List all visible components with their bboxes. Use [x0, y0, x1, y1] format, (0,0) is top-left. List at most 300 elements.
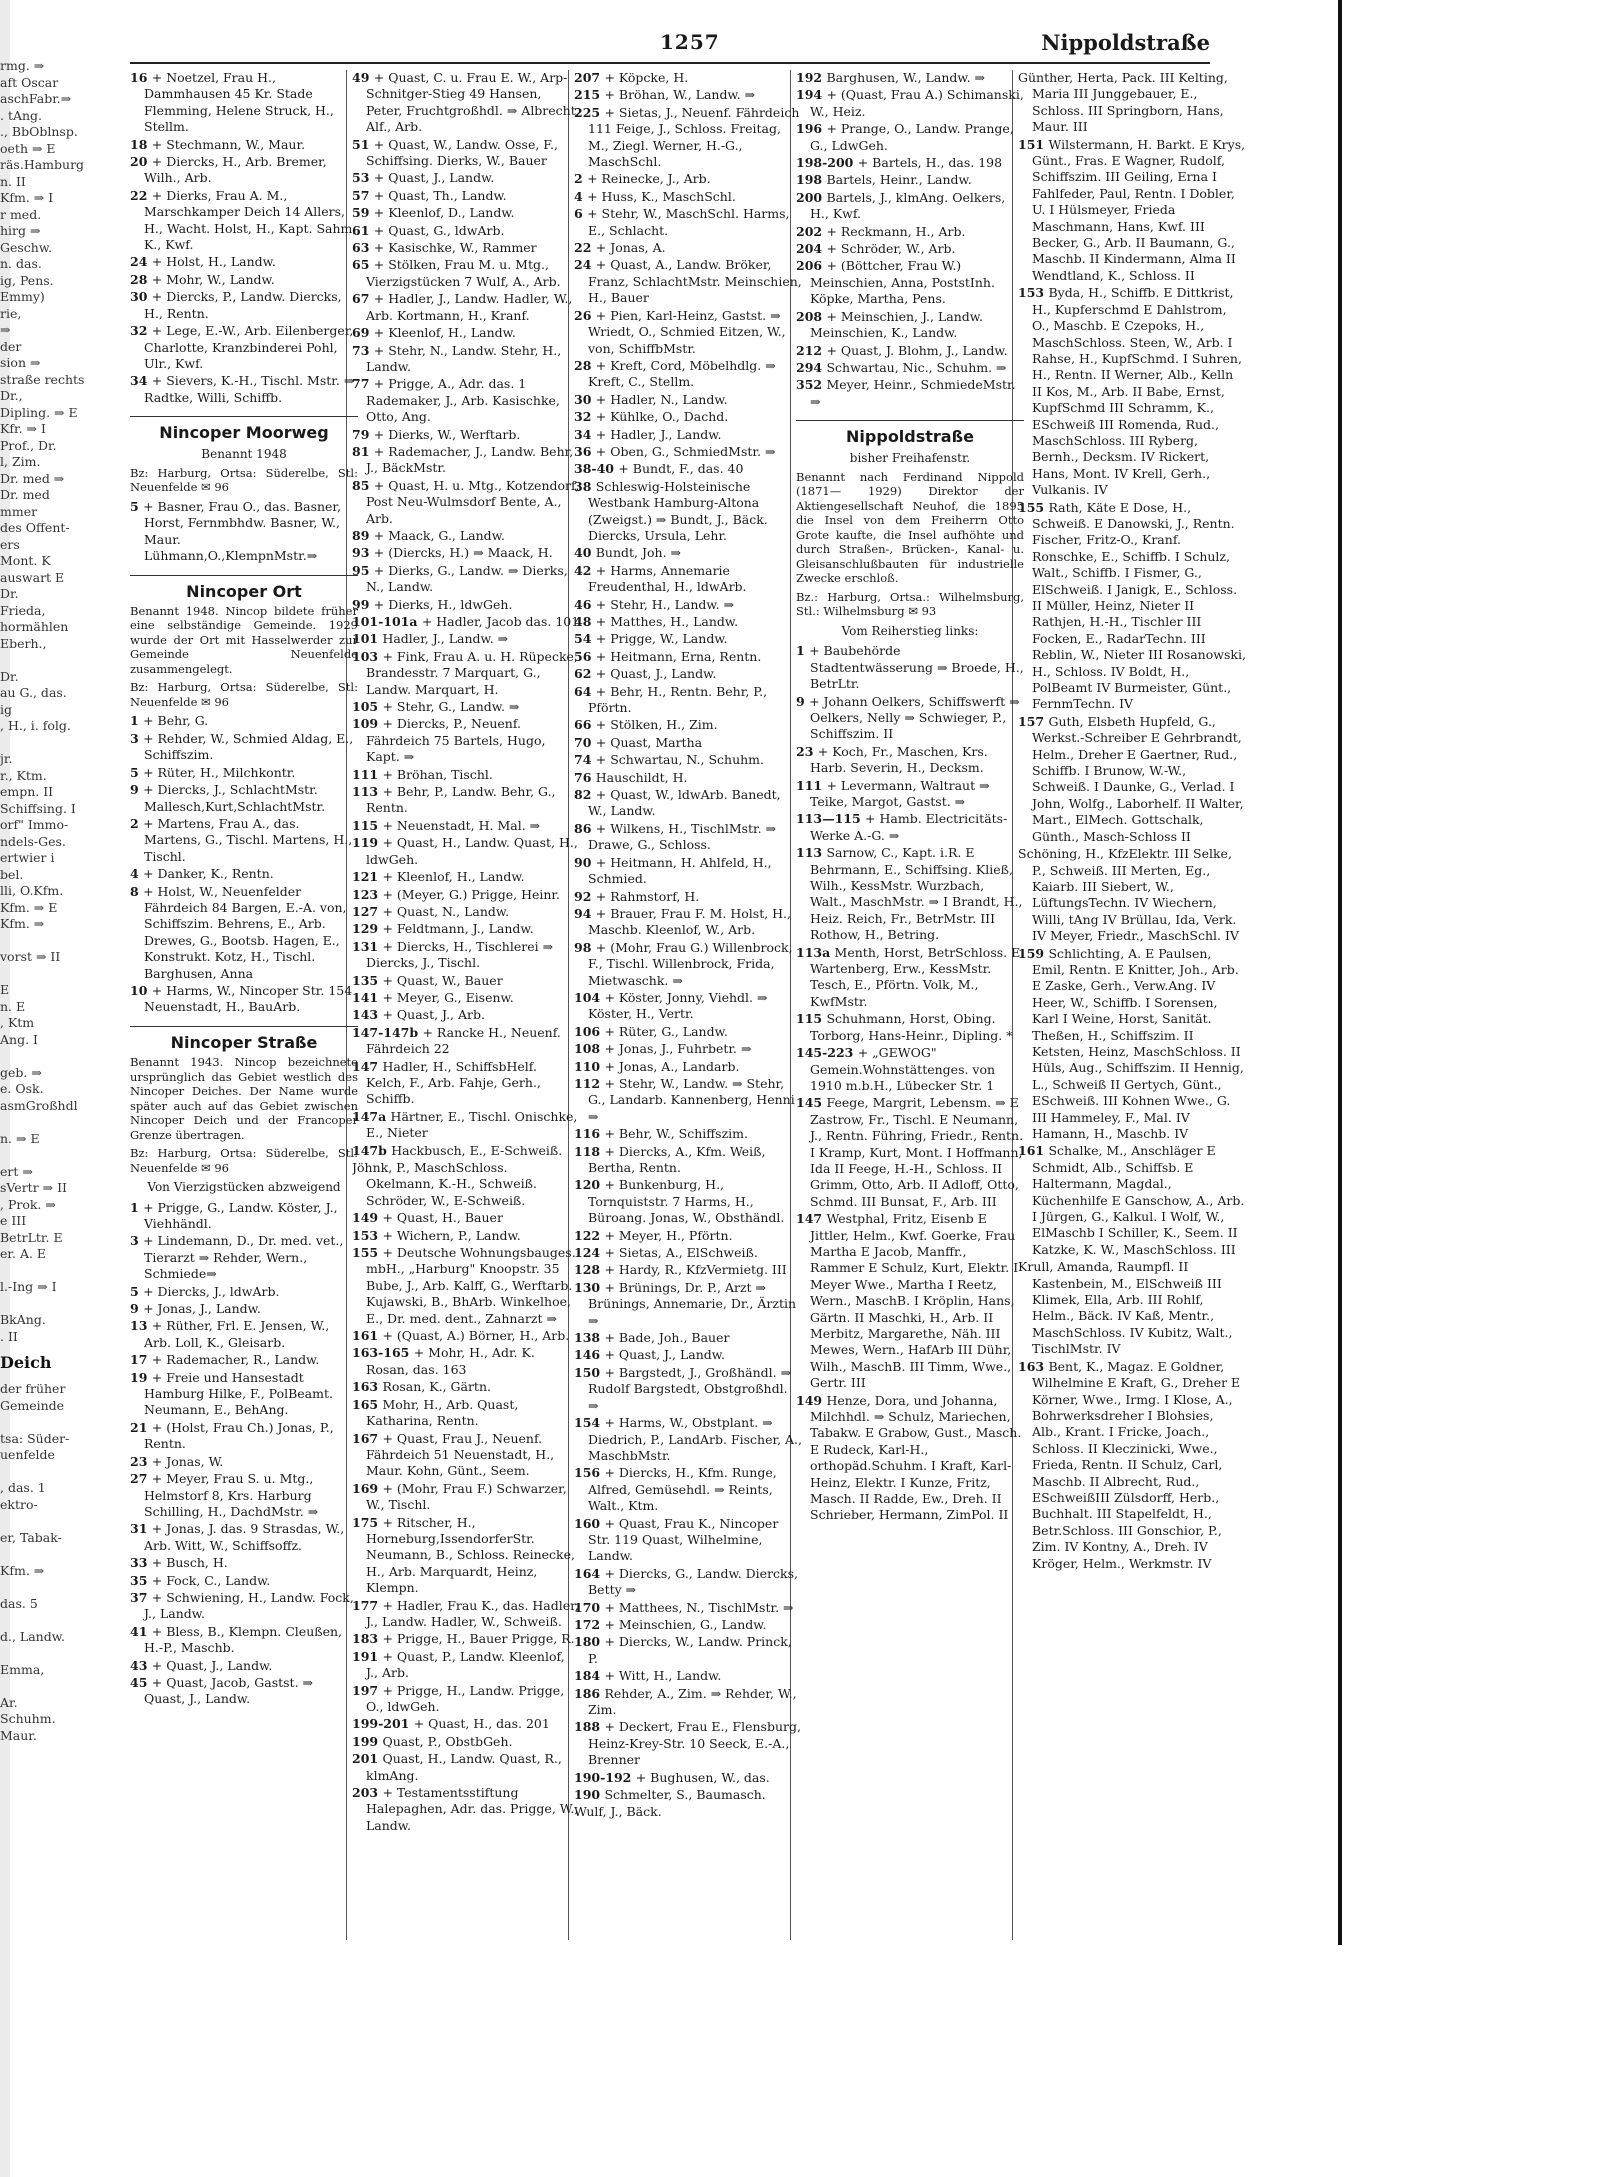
- directory-entry: [352, 597, 580, 613]
- fragment-line: Kfm. ⇒: [0, 1562, 45, 1578]
- entry-text: + Stehr, H., Landw. ⇒: [595, 596, 735, 612]
- page-edge: [1338, 0, 1342, 1945]
- directory-entry: [574, 649, 802, 665]
- entry-text: + Quast, C. u. Frau E. W., Arp-Schnitger-Stieg 49 Hansen, Peter, Fruchtgroßhdl. ⇒ Albrecht, Alf., Arb.: [366, 70, 580, 135]
- directory-entry: [130, 154, 358, 187]
- house-number: 155: [352, 1245, 383, 1261]
- house-number: 163-165: [352, 1345, 414, 1361]
- fragment-line: aschFabr.⇒: [0, 91, 72, 106]
- house-number: 157: [1018, 713, 1049, 729]
- entry-text: + Rahmstorf, H.: [595, 888, 700, 904]
- house-number: 101-101a: [352, 614, 422, 629]
- fragment-line: [0, 1414, 118, 1431]
- entry-text: + Dierks, G., Landw. ⇒ Dierks, N., Landw.: [366, 562, 568, 595]
- house-number: 4: [130, 866, 144, 882]
- entry-text: + Matthes, H., Landw.: [595, 614, 739, 629]
- fragment-line: Mont. K: [0, 553, 51, 568]
- directory-entry: [352, 291, 580, 324]
- entry-text: + (Quast, Frau A.) Schimanski, W., Heiz.: [810, 87, 1024, 119]
- house-number: 93: [352, 545, 374, 561]
- house-number: 53: [352, 170, 374, 186]
- directory-entry: [352, 545, 580, 561]
- entry-text: + Levermann, Waltraut ⇒ Teike, Margot, Gastst. ⇒: [810, 777, 990, 809]
- directory-column-5: [1018, 70, 1246, 1573]
- directory-entry: [352, 376, 580, 425]
- house-number: 10: [130, 982, 152, 998]
- fragment-line: , Ktm: [0, 1015, 35, 1030]
- fragment-line: vorst ⇒ II: [0, 949, 61, 964]
- directory-entry: [574, 1228, 802, 1244]
- fragment-line: [0, 966, 118, 983]
- house-number: 1: [130, 1199, 144, 1215]
- entry-text: Härtner, E., Tischl. Onischke, E., Nieter: [366, 1108, 578, 1141]
- fragment-line: Dr.: [0, 586, 19, 601]
- entry-text: + Köster, Jonny, Viehdl. ⇒ Köster, H., Vertr.: [588, 989, 768, 1022]
- fragment-line: Gemeinde: [0, 1397, 65, 1413]
- house-number: 64: [574, 683, 596, 699]
- fragment-line: straße rechts: [0, 371, 85, 387]
- entry-text: + Diercks, H., Kfm. Runge, Alfred, Gemüsehdl. ⇒ Reints, Walt., Ktm.: [588, 1465, 777, 1514]
- fragment-line: r., Ktm.: [0, 767, 47, 783]
- directory-entry: [352, 188, 580, 204]
- directory-entry: [352, 240, 580, 256]
- entry-text: Sarnow, C., Kapt. i.R. E Behrmann, E., Schiffsing. Kließ, Wilh., KessMstr. Wurzbach, Walt., MaschMstr. ⇒ I Brandt, H., Heiz. Reich, Fr., BetrMstr. III Rothow, H., Betring.: [810, 845, 1023, 943]
- entry-text: + Behr, W., Schiffszim.: [604, 1126, 748, 1142]
- directory-entry: [574, 1465, 802, 1514]
- entry-text: + Rademacher, J., Landw. Behr, J., BäckMstr.: [366, 443, 574, 476]
- entry-text: + Ritscher, H., Horneburg,IssendorferStr. Neumann, B., Schloss. Reinecke, H., Arb. Marquardt, Heinz, Klempn.: [366, 1514, 575, 1596]
- entry-text: + Mohr, W., Landw.: [151, 271, 275, 287]
- fragment-line: [0, 1147, 118, 1164]
- fragment-line: n. E: [0, 998, 26, 1014]
- entry-text: + Mohr, H., Adr. K. Rosan, das. 163: [366, 1345, 535, 1377]
- entry-text: Wilstermann, H. Barkt. E Krys, Günt., Fras. E Wagner, Rudolf, Schiffszim. III Geiling, Erna I Fahlfeder, Paul, Rentn. I Dobler, U. I Hülsmeyer, Frieda Maschmann, Hans, Kwf. III Becker, G., Arb. II Baumann, G., Maschb. II Kindermann, Alma II Wendtland, K., Schloss. II: [1032, 136, 1246, 283]
- directory-entry: [574, 1347, 802, 1363]
- house-number: 81: [352, 443, 374, 459]
- house-number: 145: [796, 1095, 827, 1111]
- entry-text: + Stehr, G., Landw. ⇒: [382, 699, 520, 715]
- fragment-line: uenfelde: [0, 1447, 55, 1462]
- house-number: 85: [352, 477, 374, 493]
- running-street-title: Nippoldstraße: [1041, 30, 1210, 55]
- directory-entry: [130, 1658, 358, 1674]
- entry-text: + Diercks, J., SchlachtMstr. Mallesch,Kurt,SchlachtMstr.: [143, 782, 326, 814]
- directory-column-4: [796, 70, 1024, 1525]
- entry-text: + Bartels, H., das. 198: [857, 155, 1003, 171]
- directory-entry: [1018, 285, 1246, 498]
- house-number: 43: [130, 1657, 152, 1673]
- directory-entry: [574, 1415, 802, 1464]
- fragment-line: bel.: [0, 866, 24, 882]
- house-number: 92: [574, 888, 596, 904]
- directory-entry: [352, 1683, 580, 1716]
- entry-text: + Rancke H., Neuenf. Fährdeich 22: [366, 1024, 561, 1057]
- house-number: 63: [352, 240, 374, 256]
- house-number: 202: [796, 223, 827, 239]
- entry-text: Feege, Margrit, Lebensm. ⇒ E Zastrow, Fr., Tischl. E Neumann, J., Rentn. Führing, Friedr., Rentn. I Kramp, Kurt, Mont. I Hoffmann, Ida II Feege, H.-H., Schloss. II Grimm, Otto, Arb. II Adloff, Otto, Schmd. III Bunsat, F., Arb. III: [810, 1095, 1024, 1209]
- house-number: 54: [574, 631, 596, 647]
- house-number: 122: [574, 1227, 605, 1243]
- house-number: 163: [1018, 1358, 1049, 1374]
- directory-entry: [352, 1379, 580, 1395]
- directory-entry: [352, 1598, 580, 1631]
- fragment-line: e III: [0, 1213, 27, 1228]
- directory-entry: [574, 1076, 802, 1125]
- directory-entry: [574, 1668, 802, 1684]
- entry-text: + Harms, W., Nincoper Str. 154 Neuenstadt, H., BauArb.: [144, 982, 353, 1015]
- house-number: 198: [796, 172, 827, 188]
- street-section-description: Benannt 1943. Nincop bezeichnete ursprünglich das Gebiet westlich des Nincoper Deiches. Der Name wurde später auch auf das Gebiet zwischen Nincoper Deich und der Francoper Grenze übertragen.: [130, 1055, 358, 1142]
- entry-text: + Heitmann, H. Ahlfeld, H., Schmied.: [588, 854, 772, 887]
- directory-entry: [574, 1600, 802, 1616]
- house-number: 212: [796, 342, 827, 358]
- entry-text: + Reinecke, J., Arb.: [587, 171, 711, 187]
- entry-text: Rehder, A., Zim. ⇒ Rehder, W., Zim.: [588, 1685, 797, 1717]
- fragment-line: Emma,: [0, 1661, 45, 1677]
- fragment-line: n. ⇒ E: [0, 1130, 40, 1146]
- entry-text: Bundt, Joh. ⇒: [595, 545, 682, 561]
- entry-text: + Stölken, Frau M. u. Mtg., Vierzigstücken 7 Wulf, A., Arb.: [366, 257, 561, 289]
- entry-text: + Maack, G., Landw.: [373, 527, 505, 543]
- entry-text: Quast, P., ObstbGeh.: [382, 1733, 513, 1749]
- house-number: 32: [574, 409, 596, 425]
- directory-entry: [574, 87, 802, 103]
- house-number: 115: [352, 817, 383, 833]
- street-section-title: Nincoper Ort: [186, 581, 302, 601]
- entry-text: + Quast, A., Landw. Bröker, Franz, SchlachtMstr. Meinschien, H., Bauer: [588, 257, 802, 306]
- street-section-subtitle: Benannt 1948: [201, 446, 287, 461]
- directory-entry: [574, 631, 802, 647]
- house-number: 24: [130, 254, 152, 270]
- house-number: 5: [130, 498, 144, 514]
- fragment-line: n. II: [0, 173, 26, 189]
- entry-text: Schleswig-Holsteinische Westbank Hamburg-Altona (Zweigst.) ⇒ Bundt, J., Bäck. Diercks, Ursula, Lehr.: [588, 478, 768, 543]
- directory-entry: [796, 343, 1024, 359]
- house-number: 121: [352, 869, 383, 885]
- street-section-header: [130, 416, 358, 441]
- directory-entry: [574, 189, 802, 205]
- house-number: 105: [352, 699, 383, 715]
- house-number: 155: [1018, 499, 1049, 515]
- house-number: 6: [574, 206, 588, 222]
- directory-entry: [796, 241, 1024, 257]
- directory-entry: [352, 1431, 580, 1480]
- house-number: 36: [574, 443, 596, 459]
- house-number: 128: [574, 1262, 605, 1278]
- directory-entry: [574, 392, 802, 408]
- entry-text: Hackbusch, E., E-Schweiß.: [391, 1142, 563, 1158]
- fragment-line: lli, O.Kfm.: [0, 883, 64, 898]
- house-number: 153: [352, 1227, 383, 1243]
- fragment-line: ert ⇒: [0, 1163, 33, 1179]
- entry-text: + Behr, H., Rentn. Behr, P., Pförtn.: [588, 683, 768, 716]
- fragment-line: Geschw.: [0, 239, 53, 255]
- directory-entry: [574, 1804, 802, 1820]
- house-number: 17: [130, 1352, 152, 1368]
- fragment-line: sion ⇒: [0, 355, 41, 370]
- entry-text: + Quast, Martha: [595, 734, 703, 750]
- house-number: 42: [574, 562, 596, 578]
- directory-entry: [574, 1024, 802, 1040]
- house-number: 34: [574, 426, 596, 442]
- directory-entry: [796, 155, 1024, 171]
- house-number: 183: [352, 1631, 383, 1647]
- house-number: 164: [574, 1565, 605, 1581]
- entry-text: Schuhmann, Horst, Obing. Torborg, Hans-Heinr., Dipling. *: [810, 1011, 1013, 1043]
- entry-text: + Diercks, H., Tischlerei ⇒ Diercks, J., Tischl.: [366, 938, 554, 971]
- directory-entry: [352, 1160, 580, 1209]
- entry-text: + Heitmann, Erna, Rentn.: [595, 648, 762, 664]
- entry-text: + Jonas, A.: [595, 240, 666, 256]
- entry-text: Byda, H., Schiffb. E Dittkrist, H., Kupferschmd E Dahlstrom, O., Maschb. E Czepoks, H., MaschSchloss. Steen, W., Arb. I Rahse, H., KupfSchmd. I Suhren, H., Rentn. II Werner, Alb., Kelln II Kos, M., Arb. II Babe, Ernst, KupfSchmd III Schramm, K., ESchweiß III Romenda, Rud., MaschSchloss. III Ryberg, Bernh., Decksm. IV Rickert, Hans, Mont. IV Krell, Gerh., Vulkanis. IV: [1032, 285, 1242, 498]
- fragment-line: hirg ⇒: [0, 223, 41, 238]
- directory-entry: [130, 1590, 358, 1623]
- house-number: 3: [130, 1233, 144, 1249]
- entry-text: Bartels, Heinr., Landw.: [826, 172, 972, 188]
- entry-text: + Quast, H., Bauer: [382, 1210, 503, 1226]
- fragment-line: Kfm. ⇒ I: [0, 190, 54, 205]
- entry-text: + (Quast, A.) Börner, H., Arb.: [382, 1328, 570, 1344]
- entry-text: + Witt, H., Landw.: [604, 1668, 722, 1684]
- directory-entry: [574, 717, 802, 733]
- fragment-line: Ar.: [0, 1694, 18, 1710]
- entry-text: + (Meyer, G.) Prigge, Heinr.: [382, 886, 560, 902]
- house-number: 20: [130, 154, 152, 170]
- entry-text: + Hadler, J., Landw.: [595, 426, 722, 442]
- entry-text: + Wichern, P., Landw.: [382, 1227, 521, 1243]
- directory-entry: [352, 1785, 580, 1834]
- directory-entry: [130, 1284, 358, 1300]
- directory-entry: [352, 767, 580, 783]
- fragment-line: au G., das.: [0, 685, 67, 700]
- fragment-line: [0, 1579, 118, 1596]
- directory-entry: [574, 1041, 802, 1057]
- entry-text: + Basner, Frau O., das. Basner, Horst, Fernmbhdw. Basner, W., Maur. Lühmann,O.,KlempnMstr.⇒: [143, 498, 342, 564]
- directory-entry: [796, 309, 1024, 342]
- directory-entry: [796, 190, 1024, 223]
- directory-entry: [1018, 137, 1246, 285]
- entry-text: + Holst, W., Neuenfelder Fährdeich 84 Bargen, E.-A. von, Schiffszim. Behrens, E., Arb. Drewes, G., Bootsb. Hagen, E., Konstrukt. Kotz, H., Tischl. Barghusen, Anna: [143, 883, 347, 981]
- directory-entry: [130, 1233, 358, 1282]
- directory-entry: [796, 121, 1024, 154]
- street-section-header: [130, 575, 358, 600]
- entry-text: + Hamb. Electricitäts-Werke A.-G. ⇒: [810, 811, 1008, 843]
- directory-entry: [574, 409, 802, 425]
- entry-text: + Bröhan, Tischl.: [382, 766, 493, 782]
- entry-text: + Quast, W., Landw. Osse, F., Schiffsing. Dierks, W., Bauer: [366, 136, 558, 169]
- street-section-header: [130, 1026, 358, 1051]
- entry-text: Schmelter, S., Baumasch.: [604, 1787, 766, 1803]
- directory-entry: [796, 360, 1024, 376]
- fragment-line: rmg. ⇒: [0, 58, 45, 73]
- house-number: 9: [130, 782, 144, 798]
- house-number: 74: [574, 752, 596, 768]
- directory-entry: [574, 1634, 802, 1667]
- directory-entry: [130, 1370, 358, 1419]
- directory-entry: [130, 1301, 358, 1317]
- fragment-line: das. 5: [0, 1595, 38, 1611]
- directory-entry: [352, 223, 580, 239]
- house-number: 32: [130, 323, 152, 339]
- directory-entry: [574, 427, 802, 443]
- house-number: 160: [574, 1515, 605, 1531]
- directory-entry: [574, 1516, 802, 1565]
- fragment-line: Ang. I: [0, 1031, 38, 1047]
- directory-entry: [574, 1719, 802, 1768]
- entry-text: + Hardy, R., KfzVermietg. III: [604, 1262, 787, 1278]
- entry-text: Krull, Amanda, Raumpfl. II Kastenbein, M., ElSchweiß III Klimek, Ella, Arb. III Rohlf, Helm., Bäck. IV Kaß, Mentr., MaschSchloss. IV Kubitz, Walt., TischlMstr. IV: [1018, 1259, 1233, 1357]
- directory-entry: [130, 1352, 358, 1368]
- house-number: 33: [130, 1555, 152, 1571]
- entry-text: + Quast, H., das. 201: [413, 1716, 550, 1732]
- directory-entry: [352, 205, 580, 221]
- house-number: 28: [574, 357, 596, 373]
- fragment-line: Schuhm.: [0, 1711, 56, 1726]
- house-number: 198-200: [796, 155, 858, 171]
- entry-text: Barghusen, W., Landw. ⇒: [826, 70, 986, 85]
- house-number: 65: [352, 257, 374, 273]
- house-number: 57: [352, 187, 374, 203]
- house-number: 184: [574, 1668, 605, 1684]
- entry-text: + Quast, J., Landw.: [151, 1657, 273, 1673]
- street-section-title: Nincoper Straße: [170, 1032, 318, 1052]
- directory-entry: [130, 782, 358, 815]
- house-number: 199: [352, 1733, 383, 1749]
- fragment-line: ig, Pens.: [0, 272, 54, 288]
- house-number: 18: [130, 136, 152, 152]
- house-number: 111: [796, 777, 827, 793]
- house-number: 190: [574, 1787, 605, 1803]
- fragment-line: rie,: [0, 305, 22, 321]
- directory-entry: [130, 1624, 358, 1657]
- fragment-line: räs.Hamburg: [0, 157, 85, 172]
- entry-text: + Brauer, Frau F. M. Holst, H., Maschb. Kleenlof, W., Arb.: [588, 905, 792, 938]
- directory-entry: [574, 563, 802, 596]
- entry-text: + Rüter, H., Milchkontr.: [143, 764, 296, 780]
- entry-text: + Neuenstadt, H. Mal. ⇒: [382, 817, 541, 833]
- directory-entry: [796, 172, 1024, 188]
- fragment-line: Kfr. ⇒ I: [0, 421, 46, 436]
- directory-entry: [130, 1521, 358, 1554]
- house-number: 147: [352, 1058, 383, 1074]
- house-number: 145-223: [796, 1045, 858, 1061]
- directory-entry: [352, 1751, 580, 1784]
- house-number: 86: [574, 820, 596, 836]
- entry-text: + Fock, C., Landw.: [151, 1572, 271, 1588]
- directory-entry: [574, 479, 802, 545]
- directory-entry: [130, 1454, 358, 1470]
- house-number: 206: [796, 258, 827, 274]
- fragment-line: auswart E: [0, 569, 65, 585]
- entry-text: Rosan, K., Gärtn.: [382, 1379, 491, 1395]
- entry-text: + Quast, W., Bauer: [382, 972, 503, 988]
- entry-text: Hadler, J., Landw. ⇒: [382, 631, 509, 647]
- entry-text: + Quast, H. u. Mtg., Kotzendorf, Post Neu-Wulmsdorf Bente, A., Arb.: [366, 477, 580, 526]
- entry-text: + Hadler, Frau K., das. Hadler, J., Landw. Hadler, W., Schweiß.: [366, 1597, 579, 1629]
- entry-text: + Diercks, W., Landw. Princk, P.: [588, 1634, 792, 1666]
- entry-text: + Quast, J., Landw.: [373, 170, 495, 186]
- house-number: 40: [574, 545, 596, 561]
- street-section-title: Nippoldstraße: [846, 427, 974, 447]
- entry-text: + Meinschien, G., Landw.: [604, 1616, 767, 1632]
- house-number: 161: [352, 1328, 383, 1344]
- entry-text: + Quast, G., ldwArb.: [373, 222, 505, 238]
- entry-text: + Diercks, H., Arb. Bremer, Wilh., Arb.: [144, 154, 327, 186]
- house-number: 23: [796, 743, 818, 759]
- house-number: 2: [574, 171, 588, 187]
- street-section-description: Bz: Harburg, Ortsa: Süderelbe, Stl: Neuenfelde ✉ 96: [130, 465, 358, 495]
- entry-text: Schöning, H., KfzElektr. III Selke, P., Schweiß. III Merten, Eg., Kaiarb. III Siebert, W., LüftungsTechn. IV Wiechern, Willi, tAng IV Brüllau, Ida, Verk. IV Meyer, Friedr., MaschSchl. IV: [1018, 846, 1239, 944]
- directory-entry: [1018, 846, 1246, 944]
- directory-entry: [130, 289, 358, 322]
- house-number: 5: [130, 764, 144, 780]
- directory-entry: [352, 137, 580, 170]
- entry-text: Schalke, M., Anschläger E Schmidt, Alb., Schiffsb. E Haltermann, Magdal., Küchenhilfe E Ganschow, A., Arb. I Jürgen, G., Kalkul. I Wolf, W., ElMaschb I Schiller, K., Seem. II Katzke, K. W., MaschSchloss. III: [1032, 1143, 1245, 1257]
- entry-text: + Diercks, P., Landw. Diercks, H., Rentn.: [144, 289, 342, 321]
- directory-entry: [352, 325, 580, 341]
- entry-text: + Quast, H., Landw. Quast, H., ldwGeh.: [366, 835, 578, 867]
- house-number: 24: [574, 257, 596, 273]
- directory-entry: [352, 1328, 580, 1344]
- directory-column-2: [352, 70, 580, 1835]
- entry-text: + Prigge, H., Landw. Prigge, O., ldwGeh.: [366, 1682, 565, 1714]
- house-number: 112: [574, 1075, 605, 1091]
- directory-entry: [352, 1228, 580, 1244]
- entry-text: + Noetzel, Frau H., Dammhausen 45 Kr. Stade Flemming, Helene Struck, H., Stellm.: [144, 70, 334, 135]
- entry-text: + Bunkenburg, H., Tornquiststr. 7 Harms, H., Büroang. Jonas, W., Obsthändl.: [588, 1177, 785, 1226]
- house-number: 62: [574, 666, 596, 682]
- house-number: 154: [574, 1415, 605, 1431]
- entry-text: + Bargstedt, J., Großhändl. ⇒ Rudolf Bargstedt, Obstgroßhdl. ⇒: [588, 1364, 792, 1413]
- fragment-line: asmGroßhdl: [0, 1097, 78, 1113]
- fragment-line: ., BbOblnsp.: [0, 124, 78, 139]
- house-number: 113a: [796, 944, 835, 960]
- directory-entry: [130, 983, 358, 1016]
- entry-text: + Oben, G., SchmiedMstr. ⇒: [595, 443, 776, 459]
- directory-entry: [352, 1210, 580, 1226]
- directory-entry: [796, 1393, 1024, 1524]
- fragment-line: des Offent-: [0, 520, 70, 535]
- house-number: 28: [130, 271, 152, 287]
- directory-entry: [574, 1177, 802, 1226]
- fragment-line: [0, 1645, 118, 1662]
- directory-entry: [352, 1649, 580, 1682]
- directory-entry: [1018, 70, 1246, 136]
- directory-entry: [352, 990, 580, 1006]
- house-number: 4: [574, 188, 588, 204]
- fragment-line: . tAng.: [0, 107, 43, 123]
- directory-entry: [130, 765, 358, 781]
- house-number: 21: [130, 1419, 152, 1435]
- house-number: 22: [130, 187, 152, 203]
- fragment-line: Emmy): [0, 289, 45, 304]
- entry-text: + Hadler, J., Landw. Hadler, W., Arb. Kortmann, H., Kranf.: [366, 291, 573, 323]
- house-number: 188: [574, 1719, 605, 1735]
- house-number: 35: [130, 1572, 152, 1588]
- directory-entry: [574, 666, 802, 682]
- fragment-line: geb. ⇒: [0, 1064, 42, 1080]
- house-number: 77: [352, 376, 374, 392]
- house-number: 76: [574, 769, 596, 785]
- fragment-line: Dr. med: [0, 487, 50, 502]
- entry-text: + Jonas, J., Landw.: [143, 1301, 261, 1317]
- page-header: [130, 26, 1210, 56]
- entry-text: + Quast, W., ldwArb. Banedt, W., Landw.: [588, 787, 781, 819]
- directory-entry: [352, 528, 580, 544]
- house-number: 56: [574, 648, 596, 664]
- fragment-line: [0, 652, 118, 669]
- street-section-subtitle: bisher Freihafenstr.: [849, 450, 971, 465]
